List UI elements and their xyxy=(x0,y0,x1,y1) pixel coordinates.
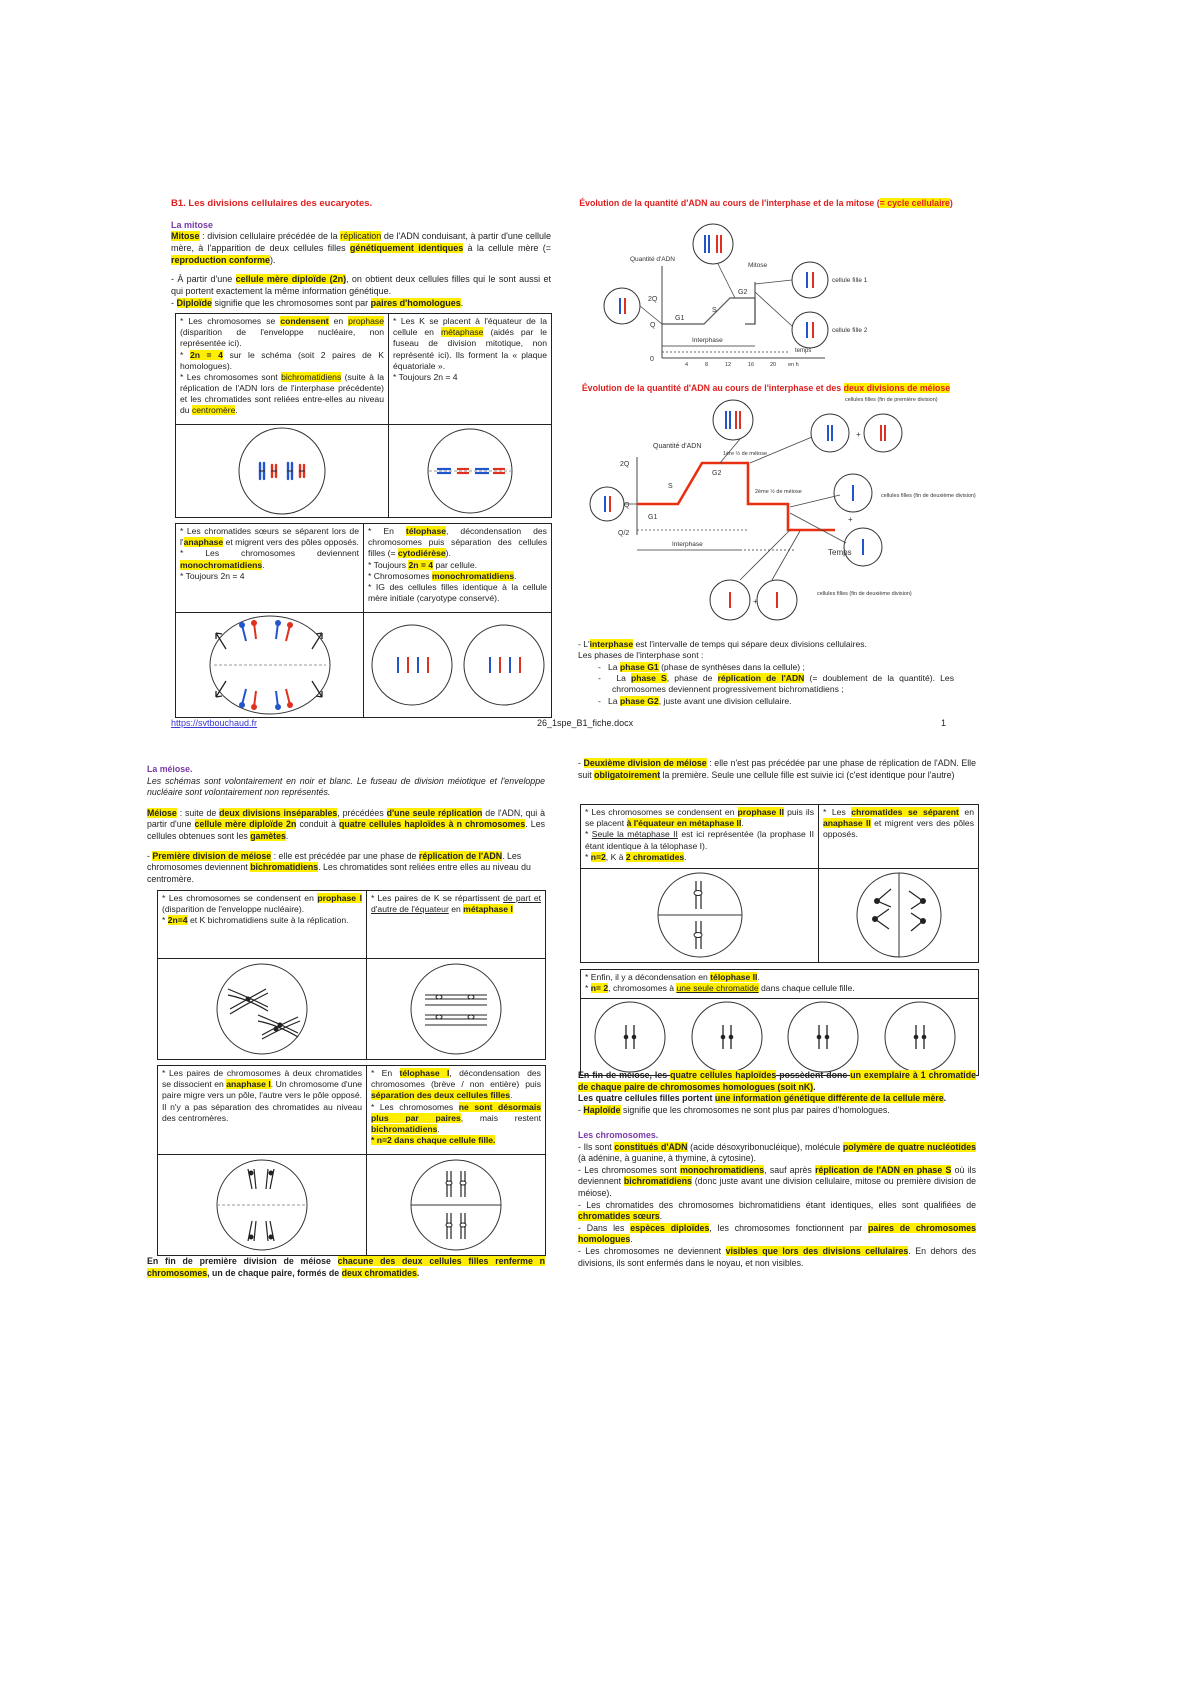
svg-text:20: 20 xyxy=(770,362,777,368)
svg-text:cellule fille 1: cellule fille 1 xyxy=(832,277,868,284)
svg-text:en h: en h xyxy=(788,362,799,368)
anaphase2-diagram xyxy=(819,869,979,963)
svg-text:Q: Q xyxy=(624,502,630,509)
svg-text:2Q: 2Q xyxy=(620,461,630,468)
prophase2-cell: * Les chromosomes se condensent en prophase II puis ils se placent à l'équateur en métaphase II. * Seule la métaphase II est ici représentée (la prophase II étant identique à la télophase I). * n=2, K à 2 chromatides. xyxy=(581,805,819,869)
svg-text:Quantité d'ADN: Quantité d'ADN xyxy=(653,443,702,450)
svg-text:16: 16 xyxy=(748,362,755,368)
page1-left xyxy=(171,198,551,310)
page1-footer xyxy=(171,718,951,730)
diploide-definition: - Diploïde signifie que les chromosomes sont par paires d'homologues. xyxy=(171,297,464,308)
meiose2-table xyxy=(580,804,979,963)
svg-text:G2: G2 xyxy=(712,470,722,477)
file-name: 26_1spe_B1_fiche.docx xyxy=(537,718,634,728)
diploide-paragraph: - À partir d'une cellule mère diploïde (2n), on obtient deux cellules filles qui le sont aussi et qui portent exactement la même information génétique. xyxy=(171,274,551,296)
mitose-table xyxy=(175,313,552,518)
anaphase2-cell: * Les chromatides se séparent en anaphase II et migrent vers des pôles opposés. xyxy=(819,805,979,869)
prophase-diagram xyxy=(176,425,389,518)
svg-text:G1: G1 xyxy=(675,315,685,322)
svg-text:cellules filles (fin de deuxiè: cellules filles (fin de deuxième division) xyxy=(817,591,912,597)
svg-text:Temps: Temps xyxy=(828,548,852,557)
anaphase1-diagram xyxy=(158,1155,367,1256)
svg-text:Interphase: Interphase xyxy=(672,541,703,548)
svg-text:+: + xyxy=(856,430,861,439)
chromosomes-section: Les chromosomes. - Ils sont constitués d'ADN (acide désoxyribonucléique), molécule polymère de quatre nucléotides (à adénine, à guanine, à thymine, à cytosine). - Les chromosomes sont monochromatidiens, sauf après réplication de l'ADN en phase S où ils deviennent bichromatidiens (donc juste avant une division cellulaire, mitose ou première division de méiose). - Les chromatides des chromosomes bichromatidiens étant identiques, elles sont qualifiées de chromatides sœurs. - Dans les espèces diploïdes, les chromosomes fonctionnent par paires de chromosomes homologues. - Les chromosomes ne deviennent visibles que lors des divisions cellulaires. En dehors des divisions, ils sont enfermés dans le noyau, et non visibles. xyxy=(578,1130,977,1268)
mitose-definition: Mitose : division cellulaire précédée de la réplication de l'ADN conduisant, à partir d'une cellule mère, à l'apparition de deux cellules filles génétiquement identiques à la cellule mère (= reproduction conforme). xyxy=(171,231,551,266)
mitose-table-2 xyxy=(175,523,552,718)
svg-text:temps: temps xyxy=(795,348,812,354)
meiose1-table-2 xyxy=(157,1065,546,1256)
svg-text:0: 0 xyxy=(650,356,654,363)
metaphase-diagram xyxy=(389,425,552,518)
page-title: B1. Les divisions cellulaires des eucaryotes. xyxy=(171,198,373,209)
graph1-title: Évolution de la quantité d'ADN au cours de l'interphase et de la mitose (= cycle cellulaire) xyxy=(579,198,953,208)
svg-text:4: 4 xyxy=(685,362,689,368)
svg-text:S: S xyxy=(668,483,673,490)
svg-text:cellules filles (fin de deuxiè: cellules filles (fin de deuxième division) xyxy=(881,493,976,499)
svg-text:Q/2: Q/2 xyxy=(618,530,630,537)
svg-text:Interphase: Interphase xyxy=(692,337,723,344)
fin-premiere-division: En fin de première division de méiose chacune des deux cellules filles renferme n chromosomes, un de chaque paire, formés de deux chromatides. xyxy=(147,1256,545,1278)
anaphase-cell: * Les chromatides sœurs se séparent lors de l'anaphase et migrent vers des pôles opposés. * Les chromosomes deviennent monochromatidiens. * Toujours 2n = 4 xyxy=(176,524,364,613)
svg-text:+: + xyxy=(753,597,758,606)
prophase1-cell: * Les chromosomes se condensent en prophase I (disparition de l'enveloppe nucléaire). * 2n=4 et K bichromatidiens suite à la réplication. xyxy=(158,891,367,959)
telophase-cell: * En télophase, décondensation des chromosomes puis séparation des cellules filles (= cytodiérèse). * Toujours 2n = 4 par cellule. * Chromosomes monochromatidiens. * IG des cellules filles identique à la cellule mère initiale (caryotype conservé). xyxy=(364,524,552,613)
telophase1-diagram xyxy=(367,1155,546,1256)
svg-text:G2: G2 xyxy=(738,289,748,296)
svg-text:2Q: 2Q xyxy=(648,296,658,303)
telophase1-cell: * En télophase I, décondensation des chromosomes (brève / non entière) puis séparation des deux cellules filles. * Les chromosomes ne sont désormais plus par paires, mais restent bichromatidiens. * n=2 dans chaque cellule fille. xyxy=(367,1066,546,1155)
svg-text:S: S xyxy=(712,307,717,314)
svg-text:G1: G1 xyxy=(648,514,658,521)
graph2-meiose xyxy=(590,395,976,635)
page2-left xyxy=(147,764,545,885)
svg-text:Mitose: Mitose xyxy=(748,262,768,269)
svg-text:cellule fille 2: cellule fille 2 xyxy=(832,327,868,334)
meiose2-table-2 xyxy=(580,969,979,1076)
fin-meiose: En fin de méiose, les quatre cellules haploïdes possèdent donc un exemplaire à 1 chromatide de chaque paire de chromosomes homologues (soit nK). Les quatre cellules filles portent une information génétique différente de la cellule mère. - Haploïde signifie que les chromosomes ne sont plus par paires d'homologues. xyxy=(578,1070,977,1115)
graph1-ylabel: Quantité d'ADN xyxy=(630,256,675,263)
svg-text:+: + xyxy=(848,515,853,524)
page-number: 1 xyxy=(941,718,947,728)
mitose-heading: La mitose xyxy=(171,219,214,230)
metaphase-cell: * Les K se placent à l'équateur de la cellule en métaphase (aidés par le fuseau de division mitotique, non représenté ici). Ils forment la « plaque équatoriale ». * Toujours 2n = 4 xyxy=(389,314,552,425)
metaphase1-cell: * Les paires de K se répartissent de part et d'autre de l'équateur en métaphase I xyxy=(367,891,546,959)
svg-text:Q: Q xyxy=(650,322,656,329)
interphase-text: - L'interphase est l'intervalle de temps qui sépare deux divisions cellulaires. Les phases de l'interphase sont : - La phase G1 (phase de synthèses dans la cellule) ; - La phase S, phase de réplication de l'ADN (= doublement de la quantité). Les chromosomes deviennent progressivement bichromatidiens ; - La phase G2, juste avant une division cellulaire. xyxy=(578,639,954,706)
meiose-definition: Méiose : suite de deux divisions inséparables, précédées d'une seule réplication de l'ADN, qui à partir d'une cellule mère diploïde 2n conduit à quatre cellules haploïdes à n chromosomes. Les cellules obtenues sont les gamètes. xyxy=(147,807,545,842)
graph2-filles1-label: cellules filles (fin de première division) xyxy=(845,397,938,403)
italic-note: Les schémas sont volontairement en noir et blanc. Le fuseau de division méiotique et l'enveloppe nucléaire sont volontairement non représentés. xyxy=(147,775,545,798)
svg-text:1ère ½ de méiose: 1ère ½ de méiose xyxy=(723,451,768,457)
anaphase1-cell: * Les paires de chromosomes à deux chromatides se dissocient en anaphase I. Un chromosome d'une paire migre vers un pôle, l'autre vers le pôle opposé. Il n'y a pas séparation des chromatides au niveau des centromères. xyxy=(158,1066,367,1155)
graph2-title: Évolution de la quantité d'ADN au cours de l'interphase et des deux divisions de méiose xyxy=(581,383,951,393)
anaphase-diagram xyxy=(176,613,364,718)
premiere-division: - Première division de méiose : elle est précédée par une phase de réplication de l'ADN. Les chromosomes deviennent bichromatidiens. Les chromatides sont reliées entre elles au niveau du centromère. xyxy=(147,850,531,884)
graph1-cycle-cellulaire xyxy=(600,222,935,370)
deuxieme-division: - Deuxième division de méiose : elle n'est pas précédée par une phase de réplication de l'ADN. Elle suit obligatoirement la première. Seule une cellule fille est suivie ici (c'est identique pour l'autre) xyxy=(578,758,977,780)
chromosomes-heading: Les chromosomes. xyxy=(578,1130,659,1140)
metaphase1-diagram xyxy=(367,959,546,1060)
meiose-heading: La méiose. xyxy=(147,764,193,774)
site-link[interactable]: https://svtbouchaud.fr xyxy=(171,718,258,728)
metaphase2-diagram xyxy=(581,869,819,963)
telophase2-cell: * Enfin, il y a décondensation en télophase II. * n= 2, chromosomes à une seule chromatide dans chaque cellule fille. xyxy=(581,970,979,999)
prophase1-diagram xyxy=(158,959,367,1060)
telophase2-diagram xyxy=(581,999,979,1076)
svg-text:12: 12 xyxy=(725,362,732,368)
svg-text:2ème ½ de méiose: 2ème ½ de méiose xyxy=(755,489,802,495)
svg-text:8: 8 xyxy=(705,362,709,368)
meiose1-table xyxy=(157,890,546,1060)
telophase-diagram xyxy=(364,613,552,718)
prophase-cell: * Les chromosomes se condensent en prophase (disparition de l'enveloppe nucléaire, non représentée ici). * 2n = 4 sur le schéma (soit 2 paires de K homologues). * Les chromosomes sont bichromatidiens (suite à la réplication de l'ADN lors de l'interphase précédente) et les chromatides sont reliées entre-elles au niveau du centromère. xyxy=(176,314,389,425)
